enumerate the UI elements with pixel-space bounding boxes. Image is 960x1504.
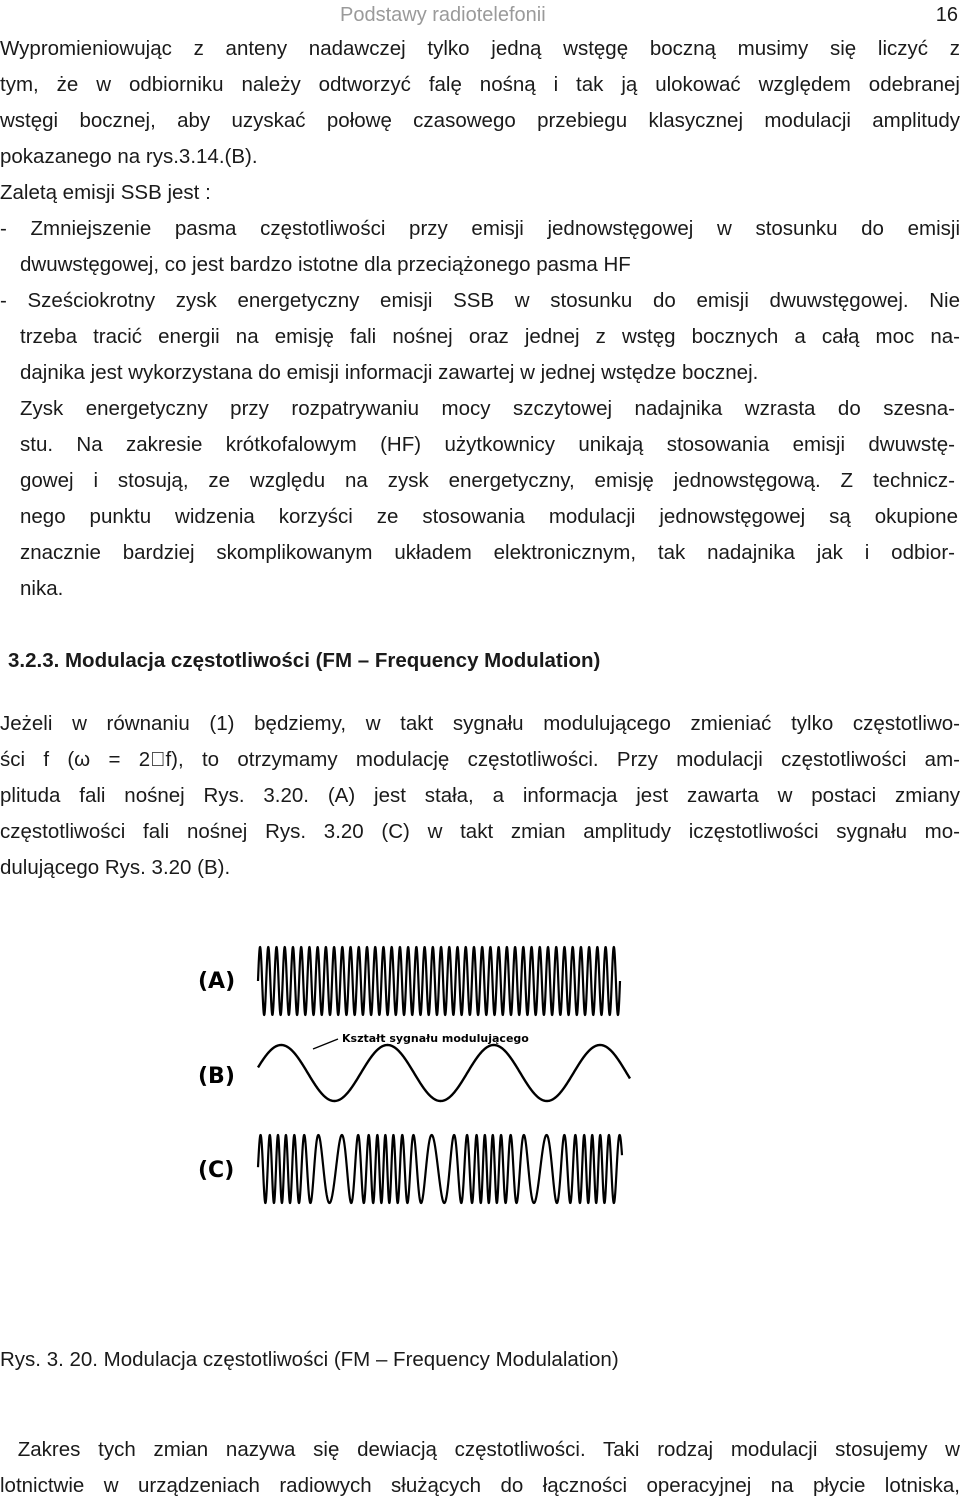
list-item-line: stu. Na zakresie krótkofalowym (HF) użytkownicy unikają stosowania emisji dwuwstę- (20, 433, 955, 456)
text-line: plituda fali nośnej Rys. 3.20. (A) jest stała, a informacja jest zawarta w postaci zmiany (0, 784, 960, 807)
modulating-signal-annotation: Kształt sygnału modulującego (342, 1032, 529, 1045)
label-c: (C) (198, 1158, 235, 1183)
fm-wave-c (258, 1135, 622, 1203)
text-line: Zaletą emisji SSB jest : (0, 181, 211, 204)
list-item-line: Zysk energetyczny przy rozpatrywaniu mocy szczytowej nadajnika wzrasta do szesna- (20, 397, 955, 420)
page-header (0, 2, 958, 32)
carrier-wave-a (258, 947, 620, 1015)
text-line: ści f (ω = 2 f), to otrzymamy modulację częstotliwości. Przy modulacji częstotliwości am- (0, 748, 960, 771)
text-line: dulującego Rys. 3.20 (B). (0, 856, 231, 879)
list-item-line: - Zmniejszenie pasma częstotliwości przy emisji jednowstęgowej w stosunku do emisji (0, 217, 960, 240)
list-item-line: znacznie bardziej skomplikowanym układem elektronicznym, tak nadajnika jak i odbior- (20, 541, 955, 564)
modulating-wave-path (258, 1045, 630, 1101)
text-line: lotnictwie w urządzeniach radiowych służących do łączności operacyjnej na płycie lotniska, (0, 1474, 960, 1497)
modulating-wave-b (258, 1045, 630, 1101)
figure-caption: Rys. 3. 20. Modulacja częstotliwości (FM – Frequency Modulalation) (0, 1348, 619, 1371)
text-line: pokazanego na rys.3.14.(B). (0, 145, 258, 168)
list-item-line: trzeba tracić energii na emisję fali nośnej oraz jednej z wstęg bocznych a całą moc na- (20, 325, 960, 348)
text-line: Zakres tych zmian nazywa się dewiacją częstotliwości. Taki rodzaj modulacji stosujemy w (0, 1438, 960, 1461)
text-line: Wypromieniowując z anteny nadawczej tylko jedną wstęgę boczną musimy się liczyć z (0, 37, 960, 60)
running-title: Podstawy radiotelefonii (340, 4, 546, 26)
fm-wave-path (258, 1135, 622, 1203)
list-item-line: - Sześciokrotny zysk energetyczny emisji SSB w stosunku do emisji dwuwstęgowej. Nie (0, 289, 960, 312)
fm-figure (190, 935, 640, 1220)
list-item-line: dajnika jest wykorzystana do emisji informacji zawartej w jednej wstędze bocznej. (20, 361, 759, 384)
fm-waveforms (190, 935, 640, 1220)
carrier-wave-path (258, 947, 620, 1015)
section-heading: 3.2.3. Modulacja częstotliwości (FM – Frequency Modulation) (8, 649, 601, 672)
list-item-line: nika. (20, 577, 64, 600)
text-line: częstotliwości fali nośnej Rys. 3.20 (C) w takt zmian amplitudy iczęstotliwości sygnału mo- (0, 820, 960, 843)
list-item-line: dwuwstęgowej, co jest bardzo istotne dla przeciążonego pasma HF (20, 253, 631, 276)
label-a: (A) (198, 969, 236, 994)
annotation-arrow (313, 1039, 338, 1049)
list-item-line: gowej i stosują, ze względu na zysk energetyczny, emisję jednowstęgową. Z technicz- (20, 469, 955, 492)
list-item-line: nego punktu widzenia korzyści ze stosowania modulacji jednowstęgowej są okupione (20, 505, 958, 528)
text-line: tym, że w odbiorniku należy odtworzyć falę nośną i tak ją ulokować względem odebranej (0, 73, 960, 96)
label-b: (B) (198, 1064, 235, 1089)
text-line: Jeżeli w równaniu (1) będziemy, w takt sygnału modulującego zmieniać tylko częstotliwo- (0, 712, 960, 735)
text-line: wstęgi bocznej, aby uzyskać połowę czasowego przebiegu klasycznej modulacji amplitudy (0, 109, 960, 132)
page-number: 16 (935, 4, 958, 26)
